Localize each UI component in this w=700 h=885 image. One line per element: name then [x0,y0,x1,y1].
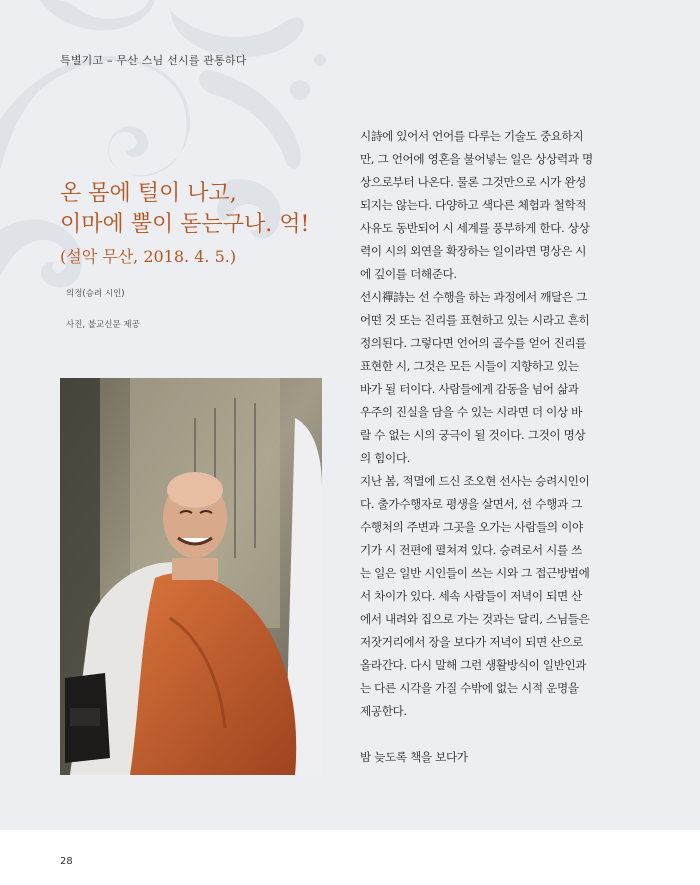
body-line: 만, 그 언어에 영혼을 불어넣는 일은 상상력과 명 [360,152,593,166]
article-title-line: 온 몸에 털이 나고, [60,181,237,206]
body-line: 랄 수 없는 시의 궁극이 될 것이다. 그것이 명상 [360,428,586,442]
body-line: 올라간다. 다시 말해 그런 생활방식이 일반인과 [360,658,587,672]
paragraph-gap [360,723,628,746]
body-line: 표현한 시, 그것은 모든 시들이 지향하고 있는 [360,359,579,373]
body-line: 되지는 않는다. 다양하고 색다른 체험과 철학적 [360,198,587,212]
body-line: 다. 출가수행자로 평생을 살면서, 선 수행과 그 [360,497,582,511]
article-body [360,125,628,769]
section-header: 특별기고 – 무산 스님 선시를 관통하다 [60,54,247,67]
article-subtitle: (설악 무산, 2018. 4. 5.) [60,247,237,266]
body-line: 서 차이가 있다. 세속 사람들이 저녁이 되면 산 [360,589,582,603]
body-line: 의 힘이다. [360,451,411,465]
section-heading: 밤 늦도록 책을 보다가 [360,750,468,764]
author-byline: 의정(승려 시인) [66,289,125,299]
body-line: 어떤 것 또는 진리를 표현하고 있는 시라고 흔히 [360,313,590,327]
body-line: 우주의 진실을 담을 수 있는 시라면 더 이상 바 [360,405,582,419]
page-number: 28 [60,856,73,867]
article-title-line: 이마에 뿔이 돋는구나. 억! [60,212,310,237]
body-line: 제공한다. [360,704,407,718]
monk-photo [60,378,322,775]
body-line: 바가 될 터이다. 사람들에게 감동을 넘어 삶과 [360,382,579,396]
body-line: 시詩에 있어서 언어를 다루는 기술도 중요하지 [360,129,584,143]
body-line: 사유도 동반되어 시 세계를 풍부하게 한다. 상상 [360,221,590,235]
article-title [60,178,340,240]
body-line: 는 일은 일반 시인들이 쓰는 시와 그 접근방법에 [360,566,590,580]
body-line: 지난 봄, 적멸에 드신 조오현 선사는 승려시인이 [360,474,590,488]
monk-photo-illustration [60,378,322,775]
body-line: 선시禪詩는 선 수행을 하는 과정에서 깨달은 그 [360,290,587,304]
body-line: 에 깊이를 더해준다. [360,267,457,281]
body-line: 저잣거리에서 장을 보다가 저녁이 되면 산으로 [360,635,583,649]
body-line: 에서 내려와 집으로 가는 것과는 달리, 스님들은 [360,612,590,626]
body-line: 력이 시의 외연을 확장하는 일이라면 명상은 시 [360,244,587,258]
body-line: 기가 시 전편에 펼쳐져 있다. 승려로서 시를 쓰 [360,543,582,557]
body-line: 정의된다. 그렇다면 언어의 골수를 얻어 진리를 [360,336,587,350]
body-line: 수행처의 주변과 그곳을 오가는 사람들의 이야 [360,520,583,534]
body-line: 상으로부터 나온다. 물론 그것만으로 시가 완성 [360,175,587,189]
floral-ornament [0,0,360,330]
photo-credit: 사진, 불교신문 제공 [66,320,140,330]
body-line: 는 다른 시각을 가질 수밖에 없는 시적 운명을 [360,681,579,695]
